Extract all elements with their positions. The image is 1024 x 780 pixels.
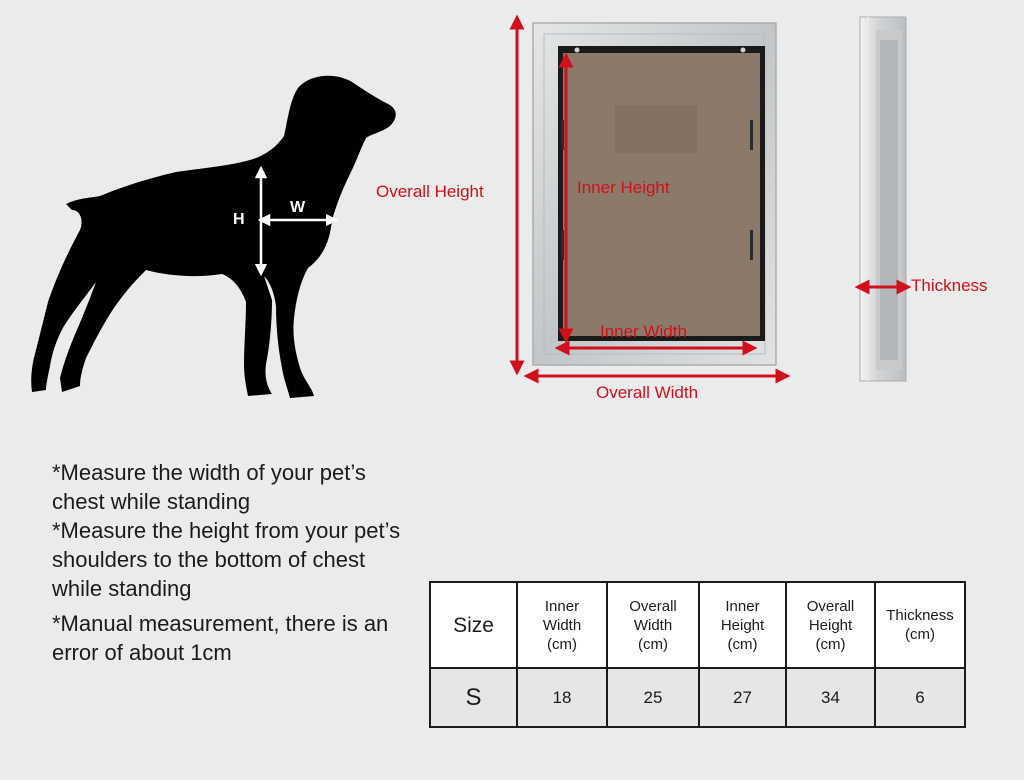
door-side-profile (860, 17, 906, 381)
cell-size: S (430, 668, 517, 727)
thickness-label: Thickness (911, 276, 988, 295)
inner-width-label: Inner Width (600, 322, 687, 341)
header-size: Size (430, 582, 517, 668)
header-inner-width: Inner Width (cm) (517, 582, 607, 668)
overall-height-label: Overall Height (376, 182, 484, 201)
cell-inner-height: 27 (699, 668, 786, 727)
inner-height-label: Inner Height (577, 178, 670, 197)
cell-inner-width: 18 (517, 668, 607, 727)
cell-overall-width: 25 (607, 668, 699, 727)
header-inner-height: Inner Height (cm) (699, 582, 786, 668)
note-chest-width: *Measure the width of your pet’s chest while standing (52, 460, 366, 514)
header-overall-width: Overall Width (cm) (607, 582, 699, 668)
table-header-row (430, 582, 965, 668)
dog-width-label: W (290, 199, 306, 216)
measurement-notes (52, 458, 412, 667)
header-thickness: Thickness (cm) (875, 582, 965, 668)
size-table (429, 581, 966, 728)
note-error: *Manual measurement, there is an error of about 1cm (52, 611, 389, 665)
header-overall-height: Overall Height (cm) (786, 582, 875, 668)
dog-height-label: H (233, 211, 245, 228)
cell-thickness: 6 (875, 668, 965, 727)
cell-overall-height: 34 (786, 668, 875, 727)
overall-width-label: Overall Width (596, 383, 699, 402)
table-row (430, 668, 965, 727)
note-chest-height: *Measure the height from your pet’s shoulders to the bottom of chest while standing (52, 518, 401, 601)
